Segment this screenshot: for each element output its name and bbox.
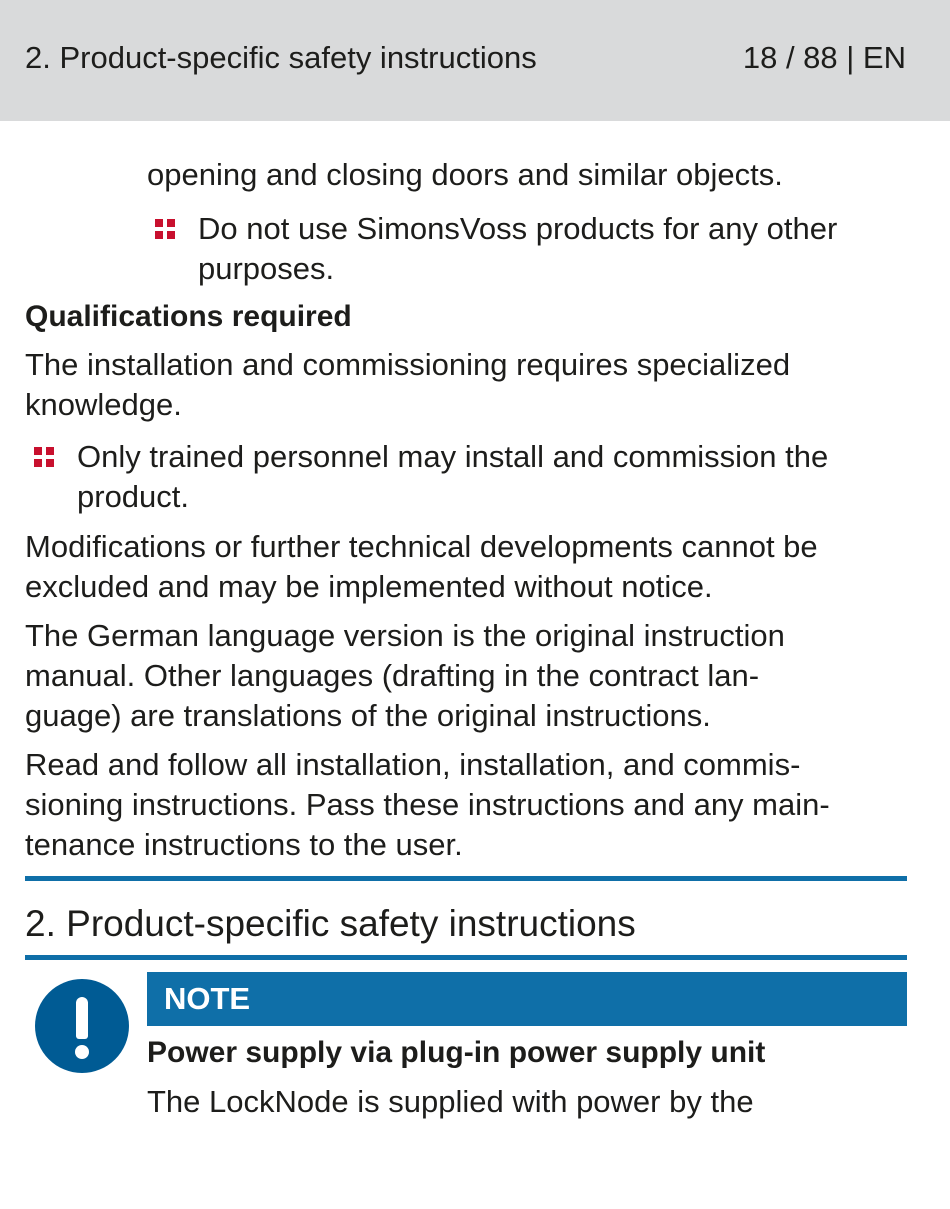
continuation-text: opening and closing doors and similar objects.	[147, 157, 783, 192]
paragraph: Modifications or further technical developments cannot be excluded and may be implemented without notice.	[25, 529, 818, 604]
page-number: 18 / 88 | EN	[742, 40, 906, 75]
note-heading: Power supply via plug-in power supply unit	[147, 1036, 766, 1069]
page-header	[0, 0, 950, 121]
qualifications-heading: Qualifications required	[25, 300, 352, 333]
bullet-text: Only trained personnel may install and commission the product.	[77, 439, 829, 514]
paragraph: The German language version is the original instruction manual. Other languages (drafting in the contract lan- guage) are translations of the original instructions.	[25, 618, 785, 733]
bullet-square-icon	[155, 219, 175, 239]
bullet-text: Do not use SimonsVoss products for any other purposes.	[198, 211, 838, 286]
paragraph: The installation and commissioning requires specialized knowledge.	[25, 347, 791, 422]
note-label: NOTE	[164, 981, 251, 1016]
bullet-item	[34, 437, 894, 517]
section-title: 2. Product-specific safety instructions	[25, 903, 636, 944]
paragraph: Read and follow all installation, installation, and commis- sioning instructions. Pass these instructions and any main- tenance instructions to the user.	[25, 747, 830, 862]
bullet-item	[155, 209, 895, 289]
section-divider	[25, 876, 907, 881]
section-divider	[25, 955, 907, 960]
header-title: 2. Product-specific safety instructions	[25, 40, 537, 75]
note-text: The LockNode is supplied with power by the	[147, 1084, 754, 1119]
exclamation-icon	[35, 979, 129, 1073]
note-banner	[147, 972, 907, 1026]
bullet-square-icon	[34, 447, 54, 467]
